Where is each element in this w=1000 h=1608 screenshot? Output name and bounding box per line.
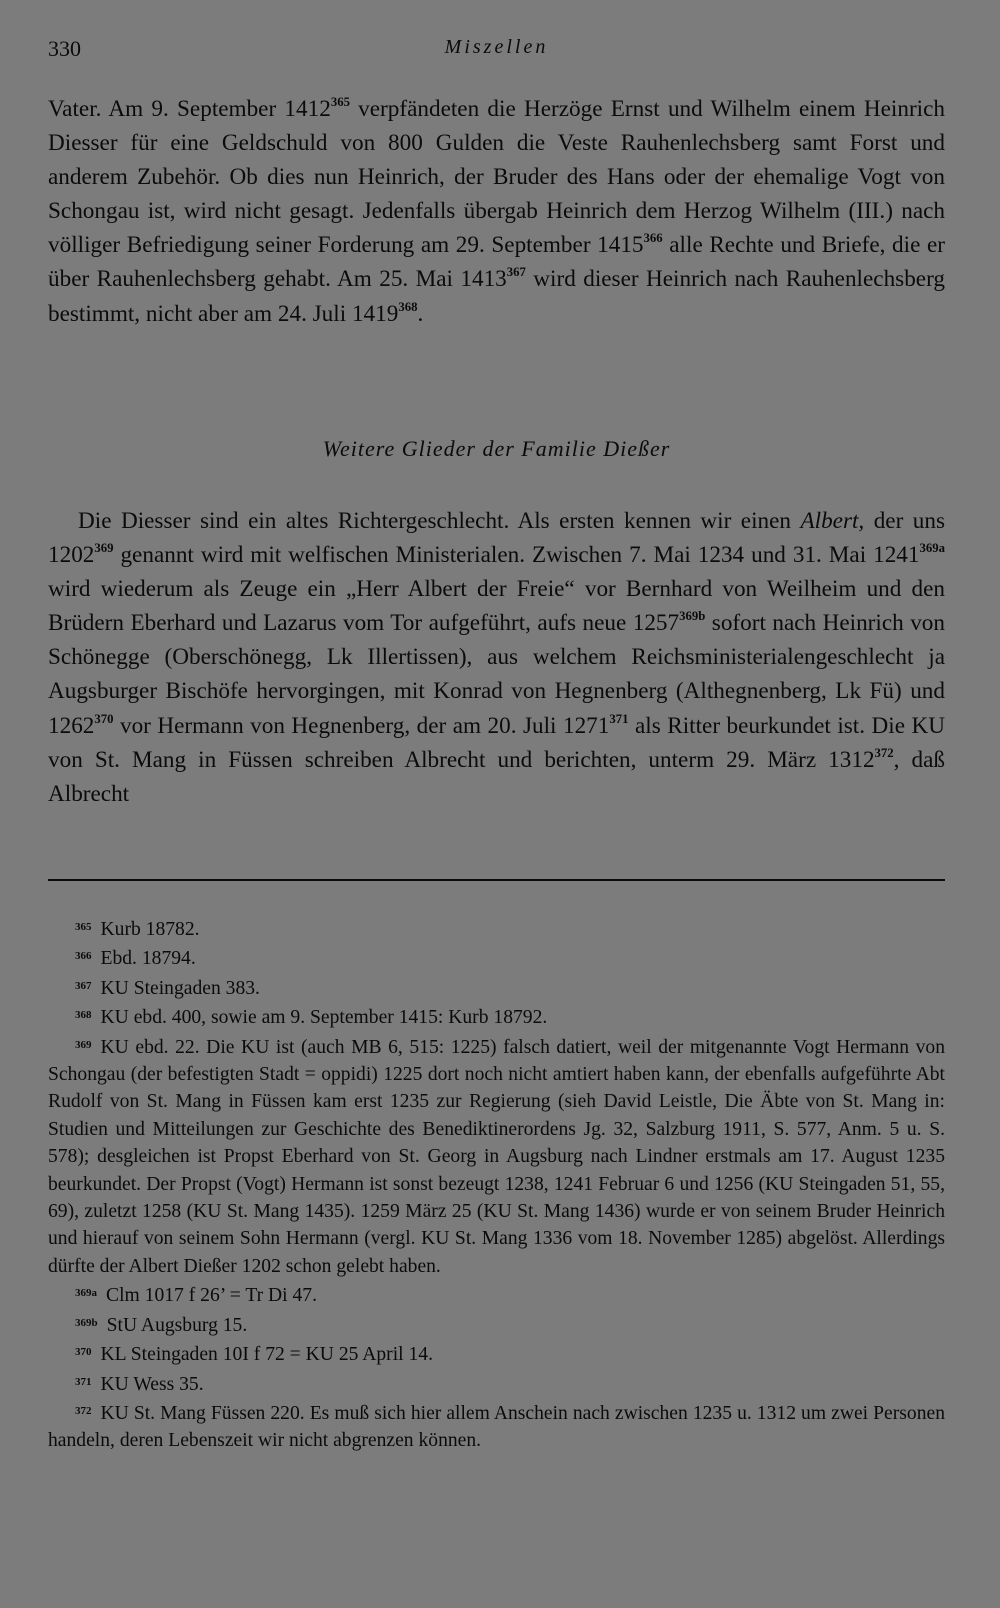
footnote-reference: 372 [874,745,894,760]
footnote [48,1398,945,1455]
page-header [48,36,945,66]
running-head: Miszellen [444,36,549,58]
footnote-reference: 365 [330,94,350,109]
footnote-number: 369 [75,1038,92,1051]
footnote-number: 372 [75,1404,92,1417]
paragraph-text: Vater. Am 9. September 1412 [48,96,331,122]
footnote-reference: 370 [94,711,114,726]
page-number: 330 [48,36,81,61]
footnote-reference: 367 [506,265,526,280]
paragraph-2 [48,504,945,811]
paragraph-text: Die Diesser sind ein altes Richtergeschlecht. Als ersten kennen wir einen [78,508,801,534]
footnote-number: 368 [75,1009,92,1022]
footnote [48,1002,945,1031]
footnote-reference: 369 [94,540,114,555]
footnote-number: 371 [75,1375,92,1388]
footnote-reference: 371 [609,711,629,726]
footnote-number: 365 [75,921,92,933]
footnote-text: KU Wess 35. [100,1373,204,1395]
footnote-reference: 366 [643,231,663,246]
footnote-number: 367 [75,979,92,992]
paragraph-text: als Ritter beurkundet ist. Die KU von St. Mang in Füssen schreiben Albrecht und berichten, unterm 29. März 1312 [48,712,945,773]
footnote-text: KL Steingaden 10I f 72 = KU 25 April 14. [100,1344,433,1366]
footnote-reference: 368 [398,299,418,314]
paragraph-text: . [417,300,424,327]
footnote-text: KU Steingaden 383. [100,977,260,999]
person-name: Albert, [800,508,865,534]
footnote-text: KU St. Mang Füssen 220. Es muß sich hier allem Anschein nach zwischen 1235 u. 1312 um zwei Personen handeln, deren Lebenszeit wir nicht abgrenzen können. [48,1402,945,1452]
footnote [48,1369,945,1398]
footnote-number: 366 [75,950,92,963]
paragraph-text: alle Rechte und Briefe, die er über Rauhenlechsberg gehabt. Am 25. Mai 1413 [48,232,945,293]
paragraph-text: genannt wird mit welfischen Ministerialen. Zwischen 7. Mai 1234 und 31. Mai 1241 [113,542,920,569]
paragraph-text: verpfändeten die Herzöge Ernst und Wilhelm einem Heinrich Diesser für eine Geldschuld von 800 Gulden die Veste Rauhenlechsberg samt Forst und anderem Zubehör. Ob dies nun Heinrich, der Bruder des Hans oder der ehemalige Vogt von Schongau ist, wird nicht gesagt. Jedenfalls übergab Heinrich dem Herzog Wilhelm (III.) nach völliger Befriedigung seiner Forderung am 29. September 1415 [48,96,945,259]
footnote [48,1310,945,1339]
paragraph-text: , daß Albrecht [48,746,945,807]
footnote [48,1339,945,1368]
footnote-text: Clm 1017 f 26’ = Tr Di 47. [106,1285,318,1307]
footnote-separator [48,879,945,881]
paragraph-text: wird dieser Heinrich nach Rauhenlechsberg bestimmt, nicht aber am 24. Juli 1419 [48,266,945,327]
footnote-text: Ebd. 18794. [100,948,196,970]
footnote [48,1280,945,1309]
footnote [48,943,945,972]
footnote-text: KU ebd. 22. Die KU ist (auch MB 6, 515: 1225) falsch datiert, weil der mitgenannte Vogt Hermann von Schongau (der befestigten Stadt = oppidi) 1225 dort noch nicht amtiert haben kann, der ebenfalls aufgeführte Abt Rudolf von St. Mang in Füssen kam erst 1235 zur Regierung (sieh David Leistle, Die Äbte von St. Mang in: Studien und Mitteilungen zur Geschichte des Benediktinerordens Jg. 32, Salzburg 1911, S. 577, Anm. 5 u. S. 578); desgleichen ist Propst Eberhard von St. Georg in Augsburg nach Lindner erstmals am 17. August 1235 beurkundet. Der Propst (Vogt) Hermann ist sonst bezeugt 1238, 1241 Februar 6 und 1256 (KU Steingaden 51, 55, 69), zuletzt 1258 (KU St. Mang 1435). 1259 März 25 (KU St. Mang 1436) wurde er von seinem Bruder Heinrich und hierauf von seinem Sohn Hermann (vergl. KU St. Mang 1336 vom 18. November 1285) abgelöst. Allerdings dürfte der Albert Dießer 1202 schon gelebt haben. [48,1036,945,1277]
paragraph-text: sofort nach Heinrich von Schönegge (Oberschönegg, Lk Illertissen), aus welchem Reichsministerialengeschlecht ja Augsburger Bischöfe hervorgingen, mit Konrad von Hegnenberg (Althegnenberg, Lk Fü) und 1262 [48,610,945,739]
paragraph-text: der uns 1202 [48,508,945,569]
footnote-number: 370 [75,1346,92,1359]
footnotes [48,914,945,1455]
footnote-reference: 369a [919,540,945,555]
footnote-text: StU Augsburg 15. [106,1314,248,1336]
paragraph-text: vor Hermann von Hegnenberg, der am 20. Juli 1271 [113,712,610,739]
paragraph-1 [48,92,945,331]
footnote-reference: 369b [679,609,706,624]
footnote-number: 369a [75,1287,97,1300]
footnote-number: 369b [75,1316,98,1329]
paragraph-text: wird wiederum als Zeuge ein „Herr Albert der Freie“ vor Bernhard von Weilheim und den Brüdern Eberhard und Lazarus vom Tor aufgeführt, aufs neue 1257 [48,576,945,637]
footnote [48,1032,945,1281]
footnote [48,973,945,1002]
footnote-text: Kurb 18782. [100,919,200,940]
section-heading: Weitere Glieder der Familie Dießer [322,436,671,461]
footnote [48,914,945,943]
footnote-text: KU ebd. 400, sowie am 9. September 1415: Kurb 18792. [100,1007,548,1029]
